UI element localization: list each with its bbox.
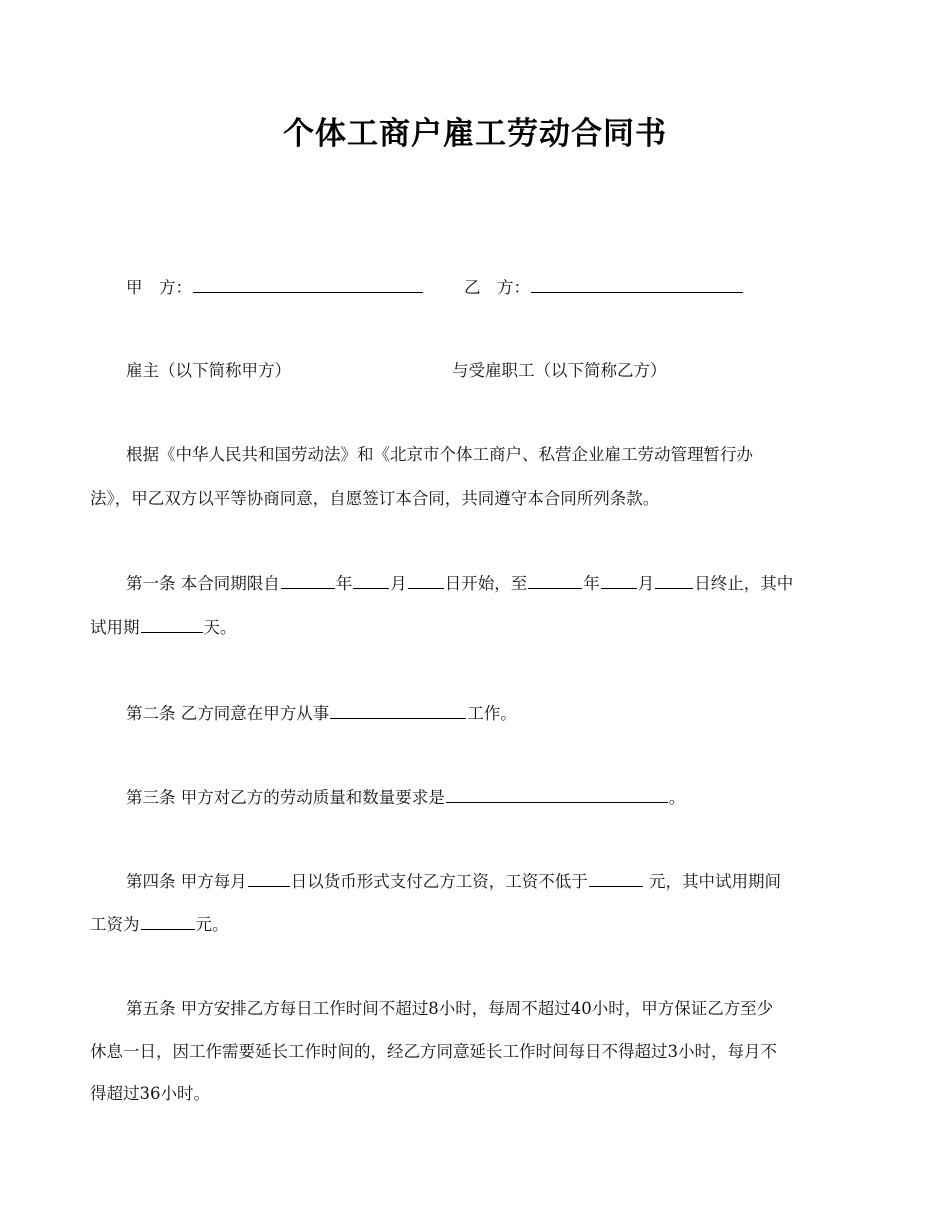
article-3-text: 第三条 甲方对乙方的劳动质量和数量要求是 bbox=[126, 788, 445, 807]
article-4-line-1 bbox=[126, 870, 906, 893]
preamble-line-2: 法》，甲乙双方以平等协商同意，自愿签订本合同，共同遵守本合同所列条款。 bbox=[90, 489, 660, 508]
preamble-line-1: 根据《中华人民共和国劳动法》和《北京市个体工商户、私营企业雇工劳动管理暂行办 bbox=[126, 445, 753, 464]
article-5-line-2: 休息一日，因工作需要延长工作时间的，经乙方同意延长工作时间每日不得超过3小时，每月不 bbox=[90, 1042, 777, 1061]
probation-wage-blank bbox=[141, 913, 195, 930]
requirements-blank bbox=[446, 786, 668, 803]
days-label: 天。 bbox=[203, 618, 237, 637]
yuan-label: 元。 bbox=[195, 915, 229, 934]
month-label: 月 bbox=[637, 574, 655, 593]
start-month-blank bbox=[353, 572, 389, 589]
wage-blank bbox=[589, 870, 643, 887]
article-3-line bbox=[126, 786, 906, 809]
probation-label: 试用期 bbox=[90, 618, 140, 637]
wage-text: 日以货币形式支付乙方工资，工资不低于 bbox=[290, 872, 588, 891]
start-day-blank bbox=[408, 572, 444, 589]
pay-day-blank bbox=[248, 870, 290, 887]
parties-line bbox=[126, 276, 906, 299]
end-month-blank bbox=[601, 572, 637, 589]
year-label: 年 bbox=[335, 574, 353, 593]
article-4-text: 第四条 甲方每月 bbox=[126, 872, 247, 891]
end-day-blank bbox=[655, 572, 693, 589]
period-mark: 。 bbox=[668, 788, 686, 807]
party-b-label: 乙 方： bbox=[464, 278, 530, 297]
party-b-blank bbox=[531, 276, 743, 293]
start-label: 日开始，至 bbox=[444, 574, 528, 593]
article-1-text: 第一条 本合同期限自 bbox=[126, 574, 280, 593]
party-a-label: 甲 方： bbox=[126, 278, 192, 297]
start-year-blank bbox=[281, 572, 335, 589]
probation-wage-label: 工资为 bbox=[90, 915, 140, 934]
year-label: 年 bbox=[583, 574, 600, 593]
probation-days-blank bbox=[141, 616, 203, 633]
article-4-line-2 bbox=[90, 913, 870, 936]
roles-line-right bbox=[452, 360, 872, 382]
article-1-line-1 bbox=[126, 572, 906, 595]
probation-wage-text: 元，其中试用期间 bbox=[643, 872, 781, 891]
party-a-blank bbox=[193, 276, 423, 293]
document-title: 个体工商户雇工劳动合同书 bbox=[283, 116, 667, 152]
end-year-blank bbox=[528, 572, 582, 589]
employer-role: 雇主（以下简称甲方） bbox=[126, 361, 291, 380]
article-2-text: 第二条 乙方同意在甲方从事 bbox=[126, 704, 330, 723]
article-5-line-3: 得超过36小时。 bbox=[90, 1084, 210, 1103]
work-label: 工作。 bbox=[467, 704, 517, 723]
end-label: 日终止，其中 bbox=[694, 574, 794, 593]
month-label: 月 bbox=[390, 574, 407, 593]
job-blank bbox=[330, 702, 466, 719]
article-2-line bbox=[126, 702, 906, 725]
employee-role: 与受雇职工（以下简称乙方） bbox=[452, 361, 667, 380]
article-5-line-1: 第五条 甲方安排乙方每日工作时间不超过8小时，每周不超过40小时，甲方保证乙方至少 bbox=[126, 999, 774, 1018]
article-1-line-2 bbox=[90, 616, 870, 639]
